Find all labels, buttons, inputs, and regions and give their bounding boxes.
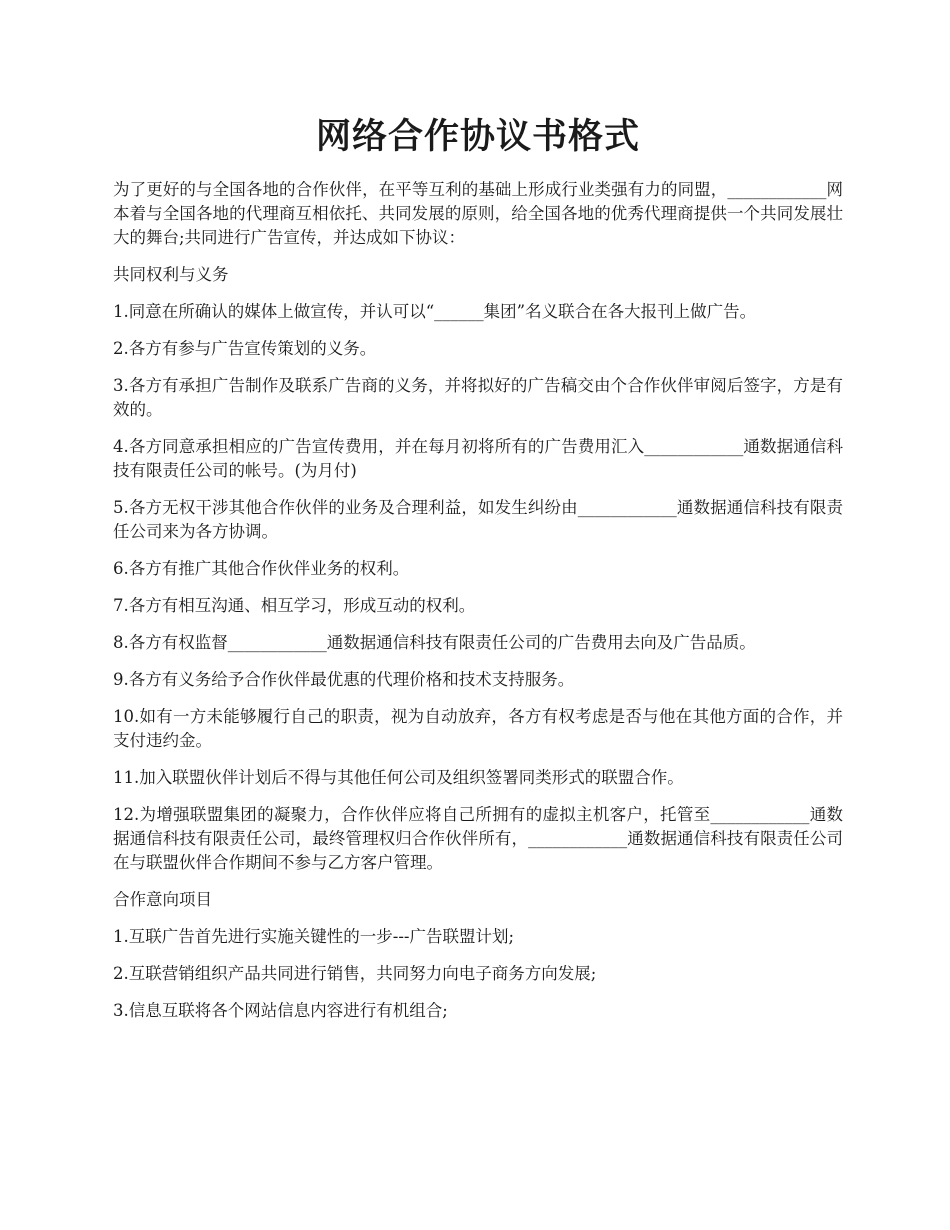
clause-5: 5.各方无权干涉其他合作伙伴的业务及合理利益，如发生纠纷由____________通数据通信科技有限责任公司来为各方协调。 xyxy=(113,498,843,541)
clause-1: 1.同意在所确认的媒体上做宣传，并认可以“______集团”名义联合在各大报刊上做广告。 xyxy=(113,302,757,321)
section-heading-projects: 合作意向项目 xyxy=(113,890,212,909)
document-title: 网络合作协议书格式 xyxy=(315,116,640,157)
clause-10: 10.如有一方未能够履行自己的职责，视为自动放弃，各方有权考虑是否与他在其他方面的合作，并支付违约金。 xyxy=(113,707,843,750)
clause-3: 3.各方有承担广告制作及联系广告商的义务，并将拟好的广告稿交由个合作伙伴审阅后签字，方是有效的。 xyxy=(113,376,843,419)
clause-6: 6.各方有推广其他合作伙伴业务的权利。 xyxy=(113,559,410,578)
clause-11: 11.加入联盟伙伴计划后不得与其他任何公司及组织签署同类形式的联盟合作。 xyxy=(113,768,684,787)
project-1: 1.互联广告首先进行实施关键性的一步---广告联盟计划; xyxy=(113,927,515,946)
document-body xyxy=(113,178,843,1036)
clause-8: 8.各方有权监督____________通数据通信科技有限责任公司的广告费用去向及广告品质。 xyxy=(113,633,756,652)
intro-paragraph: 为了更好的与全国各地的合作伙伴，在平等互利的基础上形成行业类强有力的同盟，____________网本着与全国各地的代理商互相依托、共同发展的原则，给全国各地的优秀代理商提供一个共同发展壮大的舞台;共同进行广告宣传，并达成如下协议： xyxy=(113,180,843,247)
clause-4: 4.各方同意承担相应的广告宣传费用，并在每月初将所有的广告费用汇入____________通数据通信科技有限责任公司的帐号。(为月付) xyxy=(113,437,843,480)
clause-9: 9.各方有义务给予合作伙伴最优惠的代理价格和技术支持服务。 xyxy=(113,670,575,689)
section-heading-rights: 共同权利与义务 xyxy=(113,265,229,284)
clause-2: 2.各方有参与广告宣传策划的义务。 xyxy=(113,339,377,358)
project-2: 2.互联营销组织产品共同进行销售，共同努力向电子商务方向发展; xyxy=(113,964,597,983)
project-3: 3.信息互联将各个网站信息内容进行有机组合; xyxy=(113,1001,448,1020)
clause-7: 7.各方有相互沟通、相互学习，形成互动的权利。 xyxy=(113,596,476,615)
clause-12: 12.为增强联盟集团的凝聚力，合作伙伴应将自己所拥有的虚拟主机客户，托管至____________通数据通信科技有限责任公司，最终管理权归合作伙伴所有，____________通数据通信科技有限责任公司在与联盟伙伴合作期间不参与乙方客户管理。 xyxy=(113,805,843,872)
